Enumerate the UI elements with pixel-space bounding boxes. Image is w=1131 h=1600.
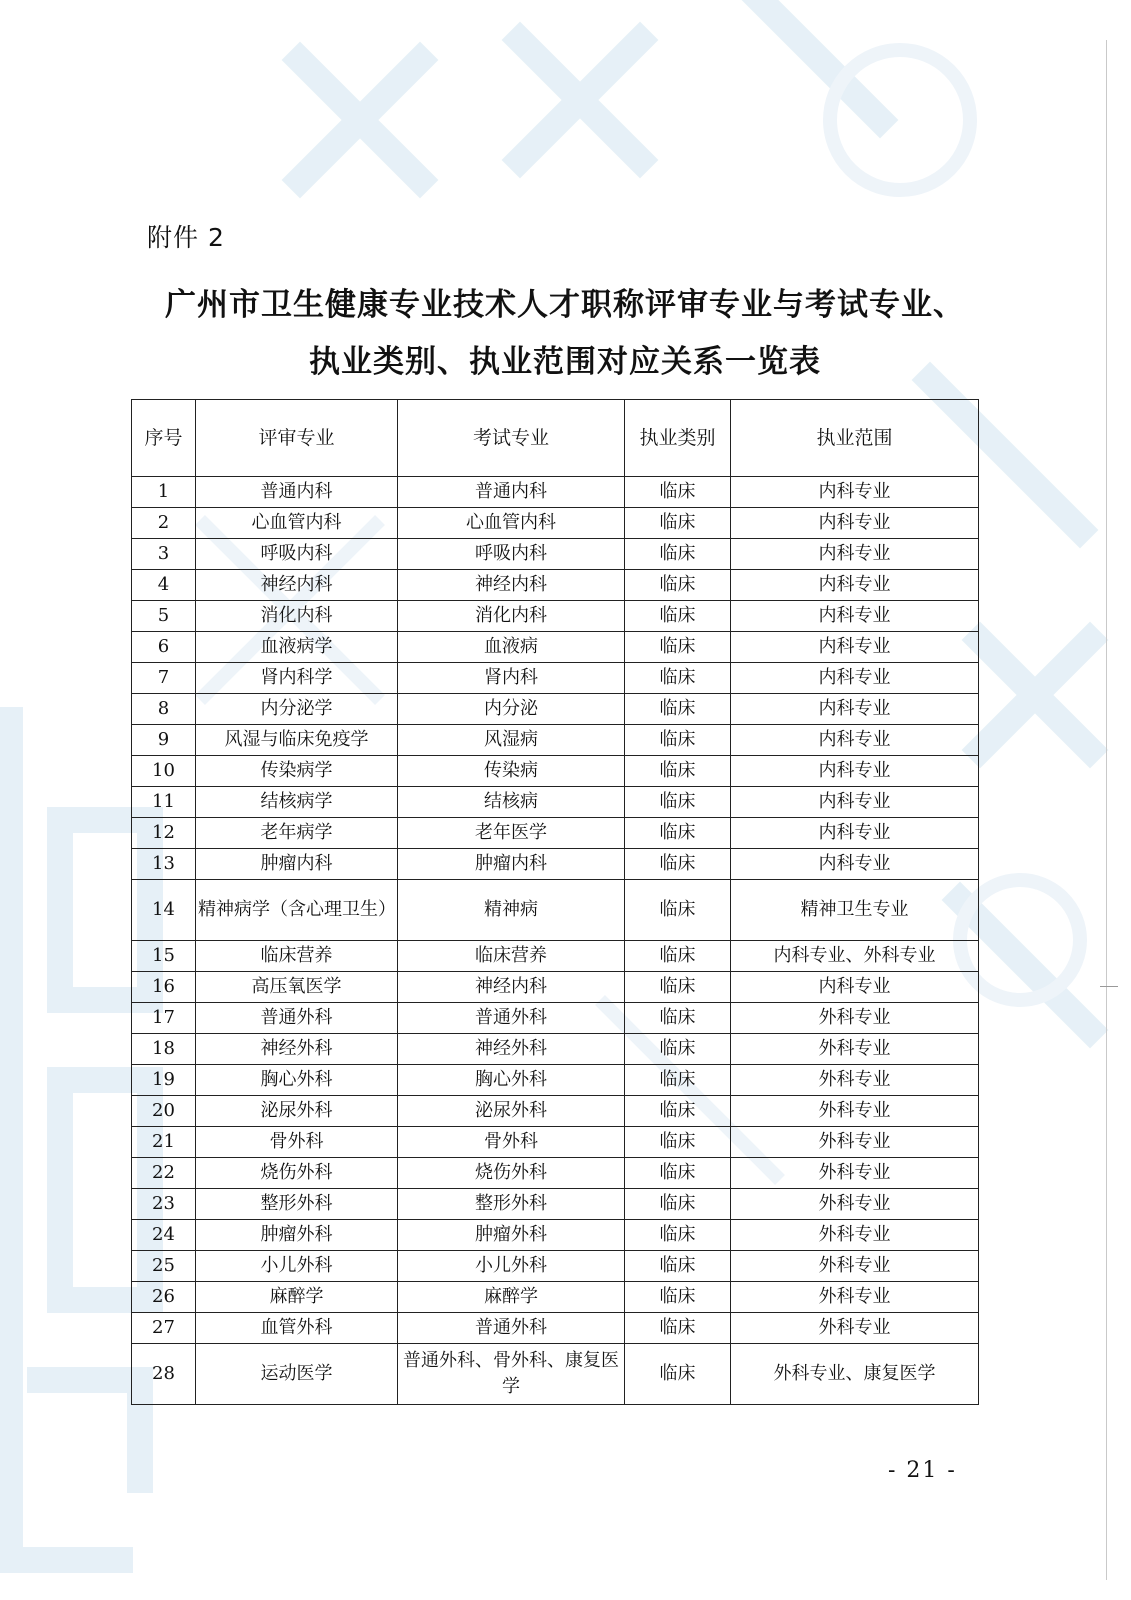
cell-seq: 22 xyxy=(132,1158,196,1189)
cell-practice-category: 临床 xyxy=(625,880,731,941)
cell-practice-category: 临床 xyxy=(625,1034,731,1065)
cell-exam-major: 烧伤外科 xyxy=(398,1158,625,1189)
cell-review-major: 内分泌学 xyxy=(196,694,398,725)
page-edge-tick xyxy=(1100,986,1118,987)
table-row xyxy=(132,1127,979,1158)
cell-review-major: 老年病学 xyxy=(196,818,398,849)
cell-practice-category: 临床 xyxy=(625,663,731,694)
table-row xyxy=(132,477,979,508)
cell-practice-category: 临床 xyxy=(625,1158,731,1189)
cell-practice-category: 临床 xyxy=(625,1189,731,1220)
cell-seq: 23 xyxy=(132,1189,196,1220)
cell-practice-scope: 外科专业 xyxy=(731,1189,979,1220)
cell-practice-scope: 外科专业 xyxy=(731,1096,979,1127)
cell-exam-major: 肿瘤外科 xyxy=(398,1220,625,1251)
cell-practice-scope: 内科专业 xyxy=(731,539,979,570)
cell-review-major: 泌尿外科 xyxy=(196,1096,398,1127)
cell-review-major: 血管外科 xyxy=(196,1313,398,1344)
cell-review-major: 烧伤外科 xyxy=(196,1158,398,1189)
cell-seq: 4 xyxy=(132,570,196,601)
table-row xyxy=(132,1220,979,1251)
cell-review-major: 肿瘤外科 xyxy=(196,1220,398,1251)
cell-practice-scope: 外科专业 xyxy=(731,1313,979,1344)
page-edge-line xyxy=(1106,40,1107,1580)
cell-practice-category: 临床 xyxy=(625,1065,731,1096)
cell-practice-scope: 外科专业 xyxy=(731,1220,979,1251)
table-row xyxy=(132,972,979,1003)
cell-review-major: 神经外科 xyxy=(196,1034,398,1065)
cell-practice-scope: 内科专业 xyxy=(731,756,979,787)
table-row xyxy=(132,1344,979,1405)
table-row xyxy=(132,1158,979,1189)
cell-exam-major: 泌尿外科 xyxy=(398,1096,625,1127)
cell-review-major: 运动医学 xyxy=(196,1344,398,1405)
cell-seq: 10 xyxy=(132,756,196,787)
cell-seq: 1 xyxy=(132,477,196,508)
cell-seq: 21 xyxy=(132,1127,196,1158)
cell-seq: 6 xyxy=(132,632,196,663)
cell-practice-scope: 内科专业、外科专业 xyxy=(731,941,979,972)
table-header-row xyxy=(132,400,979,477)
cell-seq: 20 xyxy=(132,1096,196,1127)
cell-exam-major: 麻醉学 xyxy=(398,1282,625,1313)
cell-practice-category: 临床 xyxy=(625,818,731,849)
cell-seq: 11 xyxy=(132,787,196,818)
cell-exam-major: 骨外科 xyxy=(398,1127,625,1158)
cell-exam-major: 普通外科、骨外科、康复医学 xyxy=(398,1344,625,1405)
table-row xyxy=(132,694,979,725)
cell-seq: 25 xyxy=(132,1251,196,1282)
cell-review-major: 普通内科 xyxy=(196,477,398,508)
cell-seq: 12 xyxy=(132,818,196,849)
cell-practice-scope: 内科专业 xyxy=(731,570,979,601)
cell-practice-scope: 内科专业 xyxy=(731,972,979,1003)
cell-practice-scope: 内科专业 xyxy=(731,601,979,632)
cell-practice-category: 临床 xyxy=(625,570,731,601)
table-row xyxy=(132,663,979,694)
table-row xyxy=(132,787,979,818)
header-practice-scope: 执业范围 xyxy=(731,400,979,477)
cell-practice-category: 临床 xyxy=(625,539,731,570)
cell-practice-category: 临床 xyxy=(625,972,731,1003)
cell-practice-scope: 内科专业 xyxy=(731,663,979,694)
cell-practice-category: 临床 xyxy=(625,1282,731,1313)
cell-practice-scope: 外科专业 xyxy=(731,1003,979,1034)
cell-practice-category: 临床 xyxy=(625,601,731,632)
cell-practice-scope: 外科专业 xyxy=(731,1158,979,1189)
cell-practice-category: 临床 xyxy=(625,508,731,539)
cell-practice-scope: 外科专业 xyxy=(731,1251,979,1282)
cell-exam-major: 精神病 xyxy=(398,880,625,941)
cell-review-major: 心血管内科 xyxy=(196,508,398,539)
cell-practice-scope: 内科专业 xyxy=(731,632,979,663)
table-row xyxy=(132,601,979,632)
header-review-major: 评审专业 xyxy=(196,400,398,477)
cell-exam-major: 神经外科 xyxy=(398,1034,625,1065)
cell-practice-category: 临床 xyxy=(625,1096,731,1127)
attachment-label: 附件 2 xyxy=(147,223,225,252)
cell-seq: 26 xyxy=(132,1282,196,1313)
cell-seq: 7 xyxy=(132,663,196,694)
table-row xyxy=(132,1251,979,1282)
cell-seq: 27 xyxy=(132,1313,196,1344)
cell-exam-major: 内分泌 xyxy=(398,694,625,725)
table-row xyxy=(132,1189,979,1220)
cell-review-major: 高压氧医学 xyxy=(196,972,398,1003)
cell-practice-scope: 外科专业、康复医学 xyxy=(731,1344,979,1405)
table-row xyxy=(132,508,979,539)
cell-exam-major: 呼吸内科 xyxy=(398,539,625,570)
cell-exam-major: 心血管内科 xyxy=(398,508,625,539)
cell-practice-scope: 内科专业 xyxy=(731,849,979,880)
cell-practice-category: 临床 xyxy=(625,941,731,972)
cell-exam-major: 普通外科 xyxy=(398,1313,625,1344)
document-title-line-1: 广州市卫生健康专业技术人才职称评审专业与考试专业、 xyxy=(165,287,965,323)
table-row xyxy=(132,632,979,663)
cell-seq: 5 xyxy=(132,601,196,632)
cell-practice-category: 临床 xyxy=(625,1127,731,1158)
table-row xyxy=(132,849,979,880)
cell-review-major: 肾内科学 xyxy=(196,663,398,694)
cell-practice-category: 临床 xyxy=(625,787,731,818)
cell-review-major: 结核病学 xyxy=(196,787,398,818)
cell-seq: 2 xyxy=(132,508,196,539)
cell-practice-category: 临床 xyxy=(625,1251,731,1282)
cell-exam-major: 肿瘤内科 xyxy=(398,849,625,880)
cell-seq: 19 xyxy=(132,1065,196,1096)
table-row xyxy=(132,1282,979,1313)
cell-practice-category: 临床 xyxy=(625,477,731,508)
cell-practice-scope: 内科专业 xyxy=(731,787,979,818)
cell-seq: 3 xyxy=(132,539,196,570)
cell-seq: 16 xyxy=(132,972,196,1003)
cell-review-major: 精神病学（含心理卫生） xyxy=(196,880,398,941)
cell-exam-major: 传染病 xyxy=(398,756,625,787)
cell-practice-scope: 内科专业 xyxy=(731,818,979,849)
header-seq: 序号 xyxy=(132,400,196,477)
cell-practice-scope: 内科专业 xyxy=(731,508,979,539)
cell-practice-category: 临床 xyxy=(625,1003,731,1034)
cell-seq: 15 xyxy=(132,941,196,972)
cell-practice-category: 临床 xyxy=(625,1220,731,1251)
cell-exam-major: 血液病 xyxy=(398,632,625,663)
table-row xyxy=(132,880,979,941)
table-row xyxy=(132,818,979,849)
cell-exam-major: 普通外科 xyxy=(398,1003,625,1034)
cell-practice-category: 临床 xyxy=(625,849,731,880)
table-row xyxy=(132,539,979,570)
cell-practice-category: 临床 xyxy=(625,632,731,663)
cell-seq: 18 xyxy=(132,1034,196,1065)
cell-exam-major: 普通内科 xyxy=(398,477,625,508)
table-row xyxy=(132,1313,979,1344)
correspondence-table xyxy=(131,399,979,1405)
cell-practice-scope: 内科专业 xyxy=(731,477,979,508)
cell-practice-scope: 外科专业 xyxy=(731,1282,979,1313)
cell-exam-major: 神经内科 xyxy=(398,972,625,1003)
cell-review-major: 肿瘤内科 xyxy=(196,849,398,880)
cell-review-major: 呼吸内科 xyxy=(196,539,398,570)
cell-review-major: 临床营养 xyxy=(196,941,398,972)
cell-seq: 28 xyxy=(132,1344,196,1405)
cell-seq: 14 xyxy=(132,880,196,941)
cell-seq: 8 xyxy=(132,694,196,725)
cell-review-major: 传染病学 xyxy=(196,756,398,787)
cell-review-major: 整形外科 xyxy=(196,1189,398,1220)
cell-review-major: 消化内科 xyxy=(196,601,398,632)
cell-review-major: 小儿外科 xyxy=(196,1251,398,1282)
cell-practice-category: 临床 xyxy=(625,756,731,787)
cell-practice-category: 临床 xyxy=(625,694,731,725)
table-row xyxy=(132,1034,979,1065)
cell-seq: 13 xyxy=(132,849,196,880)
cell-review-major: 风湿与临床免疫学 xyxy=(196,725,398,756)
cell-exam-major: 整形外科 xyxy=(398,1189,625,1220)
document-title-line-2: 执业类别、执业范围对应关系一览表 xyxy=(309,344,821,380)
cell-practice-scope: 内科专业 xyxy=(731,725,979,756)
cell-exam-major: 神经内科 xyxy=(398,570,625,601)
table-row xyxy=(132,1003,979,1034)
cell-review-major: 骨外科 xyxy=(196,1127,398,1158)
table-row xyxy=(132,570,979,601)
cell-exam-major: 结核病 xyxy=(398,787,625,818)
cell-exam-major: 老年医学 xyxy=(398,818,625,849)
table-row xyxy=(132,1096,979,1127)
cell-practice-category: 临床 xyxy=(625,1313,731,1344)
cell-review-major: 普通外科 xyxy=(196,1003,398,1034)
cell-practice-scope: 外科专业 xyxy=(731,1034,979,1065)
cell-review-major: 血液病学 xyxy=(196,632,398,663)
page-number: - 21 - xyxy=(888,1458,957,1483)
cell-exam-major: 胸心外科 xyxy=(398,1065,625,1096)
cell-review-major: 神经内科 xyxy=(196,570,398,601)
cell-exam-major: 小儿外科 xyxy=(398,1251,625,1282)
header-practice-category: 执业类别 xyxy=(625,400,731,477)
cell-practice-category: 临床 xyxy=(625,725,731,756)
table-body xyxy=(132,477,979,1405)
table-row xyxy=(132,1065,979,1096)
cell-seq: 9 xyxy=(132,725,196,756)
header-exam-major: 考试专业 xyxy=(398,400,625,477)
cell-review-major: 胸心外科 xyxy=(196,1065,398,1096)
cell-review-major: 麻醉学 xyxy=(196,1282,398,1313)
table-row xyxy=(132,725,979,756)
cell-practice-scope: 外科专业 xyxy=(731,1065,979,1096)
cell-seq: 24 xyxy=(132,1220,196,1251)
cell-practice-category: 临床 xyxy=(625,1344,731,1405)
cell-practice-scope: 内科专业 xyxy=(731,694,979,725)
table-row xyxy=(132,941,979,972)
cell-seq: 17 xyxy=(132,1003,196,1034)
cell-exam-major: 消化内科 xyxy=(398,601,625,632)
cell-practice-scope: 外科专业 xyxy=(731,1127,979,1158)
table-row xyxy=(132,756,979,787)
cell-exam-major: 肾内科 xyxy=(398,663,625,694)
cell-practice-scope: 精神卫生专业 xyxy=(731,880,979,941)
cell-exam-major: 风湿病 xyxy=(398,725,625,756)
cell-exam-major: 临床营养 xyxy=(398,941,625,972)
